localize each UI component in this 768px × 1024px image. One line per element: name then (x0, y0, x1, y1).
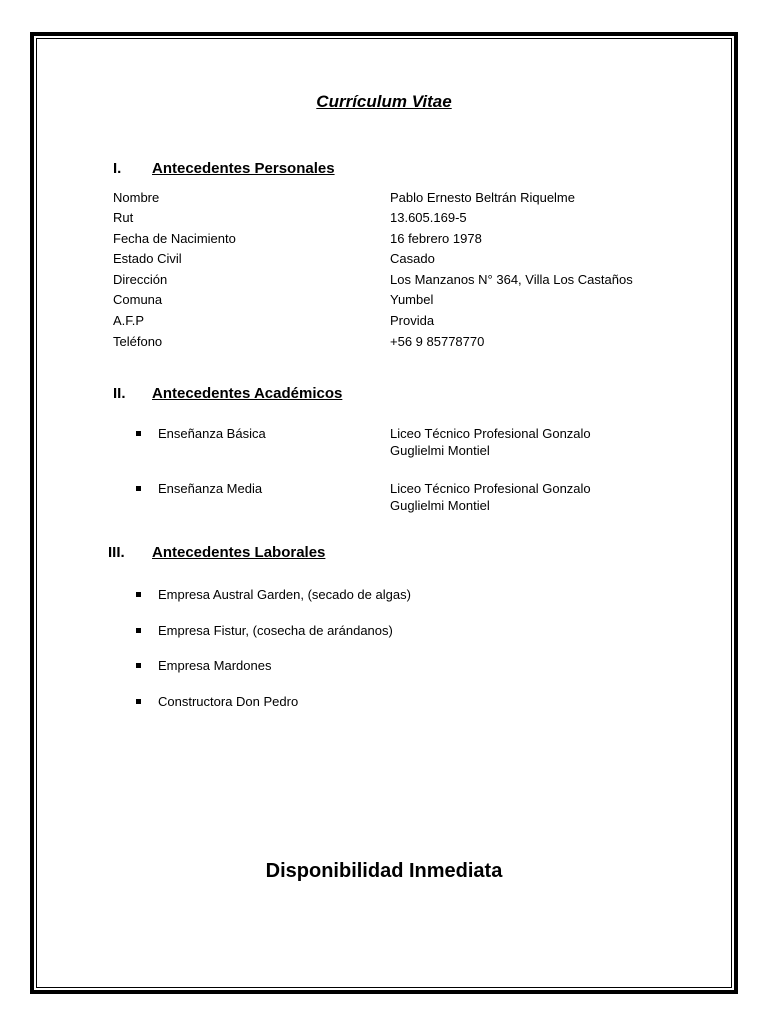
section-title: Antecedentes Laborales (152, 544, 326, 561)
row-label: Comuna (113, 292, 163, 307)
bullet-icon (136, 431, 141, 436)
row-value: Los Manzanos N° 364, Villa Los Castaños (390, 272, 633, 287)
row-label: A.F.P (113, 313, 145, 328)
section-number: II. (113, 385, 126, 402)
row-value: Provida (390, 313, 435, 328)
section-number: III. (108, 544, 125, 561)
academic-item-label: Enseñanza Media (158, 481, 263, 496)
row-value: +56 9 85778770 (390, 334, 485, 349)
row-label: Teléfono (113, 334, 163, 349)
bullet-icon (136, 628, 141, 633)
page-border-inner (36, 38, 732, 988)
row-label: Estado Civil (113, 251, 182, 266)
section-work-heading (108, 544, 428, 564)
bullet-icon (136, 663, 141, 668)
row-value: 16 febrero 1978 (390, 231, 482, 246)
academic-item-label: Enseñanza Básica (158, 426, 266, 441)
bullet-icon (136, 592, 141, 597)
bullet-icon (136, 699, 141, 704)
work-item: Empresa Fistur, (cosecha de arándanos) (158, 623, 393, 638)
section-title: Antecedentes Personales (152, 160, 335, 177)
row-value: 13.605.169-5 (390, 210, 467, 225)
section-number: I. (113, 160, 122, 177)
bullet-icon (136, 486, 141, 491)
section-academic-heading (113, 385, 433, 405)
work-item: Empresa Mardones (158, 658, 272, 673)
academic-item-value: Liceo Técnico Profesional Gonzalo (390, 481, 591, 496)
academic-item-value: Liceo Técnico Profesional Gonzalo (390, 426, 591, 441)
document-title: Currículum Vitae (316, 92, 452, 111)
work-item: Constructora Don Pedro (158, 694, 299, 709)
row-label: Nombre (113, 190, 160, 205)
row-label: Rut (113, 210, 134, 225)
academic-item-value: Guglielmi Montiel (390, 498, 490, 513)
row-value: Yumbel (390, 292, 434, 307)
section-title: Antecedentes Académicos (152, 385, 343, 402)
row-label: Dirección (113, 272, 168, 287)
academic-item-value: Guglielmi Montiel (390, 443, 490, 458)
row-label: Fecha de Nacimiento (113, 231, 236, 246)
row-value: Pablo Ernesto Beltrán Riquelme (390, 190, 575, 205)
availability-statement: Disponibilidad Inmediata (265, 860, 503, 882)
section-personal-heading (113, 160, 413, 180)
work-item: Empresa Austral Garden, (secado de algas) (158, 587, 411, 602)
row-value: Casado (390, 251, 435, 266)
